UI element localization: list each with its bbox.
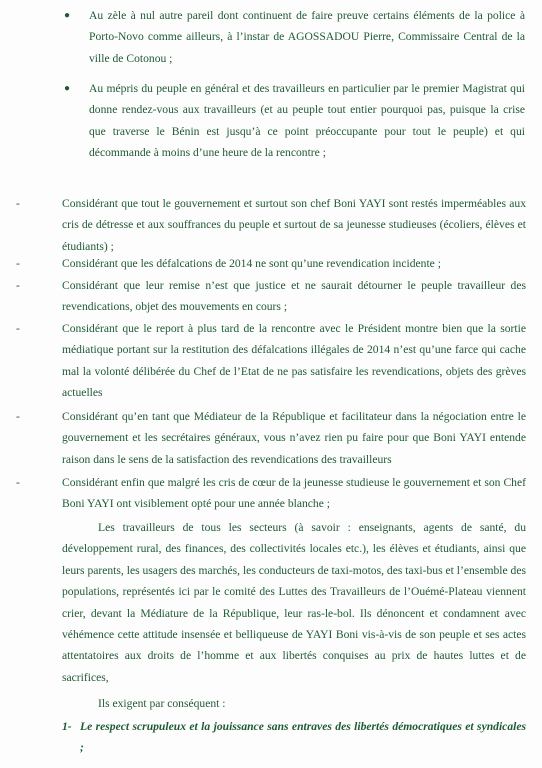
bullet-item-2: Au mépris du peuple en général et des travailleurs en particulier par le premier Magistrat qui donne rendez-vous aux travailleurs (et au peuple tout entier pourquoi pas, puisque la crise que traverse le Bénin est jusqu’à ce point préoccupante pour tout le peuple) et qui décommande à moins d’une heure de la rencontre ; (89, 82, 525, 160)
bullet-dot-icon: ● (64, 83, 71, 94)
dash-marker: - (16, 410, 20, 423)
demand-number: 1- (62, 720, 72, 733)
considerant-item-2: Considérant que les défalcations de 2014 ne sont qu’une revendication incidente ; (62, 257, 441, 270)
considerant-item-3: Considérant que leur remise n’est que justice et ne saurait détourner le peuple travailleur des revendications, objet des mouvements en cours ; (62, 279, 526, 314)
considerant-item-6: Considérant enfin que malgré les cris de cœur de la jeunesse studieuse le gouvernement et son Chef Boni YAYI ont visiblement opté pour une année blanche ; (62, 476, 526, 511)
considerant-item-1: Considérant que tout le gouvernement et surtout son chef Boni YAYI sont restés imperméables aux cris de détresse et aux souffrances du peuple et surtout de sa jeunesse studieuses (écoliers, élèves et étudiants) ; (62, 197, 526, 253)
considerant-item-5: Considérant qu’en tant que Médiateur de la République et facilitateur dans la négociation entre le gouvernement et les secrétaires généraux, vous n’avez rien pu faire pour que Boni YAYI entende raison dans le sens de la satisfaction des revendications des travailleurs (62, 410, 526, 466)
dash-marker: - (16, 476, 20, 489)
dash-marker: - (16, 257, 20, 270)
main-paragraph: Les travailleurs de tous les secteurs (à savoir : enseignants, agents de santé, du développement rural, des finances, des collectivités locales etc.), les élèves et étudiants, ainsi que leurs parents, les usagers des marchés, les conducteurs de taxi-motos, des taxi-bus et l’ensemble des populations, représentés ici par le comité des Luttes des Travailleurs de l’Ouémé-Plateau viennent crier, devant la Médiature de la République, leur ras-le-bol. Ils dénoncent et condamnent avec véhémence cette attitude insensée et belliqueuse de YAYI Boni vis-à-vis de son peuple et ses actes attentatoires aux droits de l’homme et aux libertés conquises au prix de hautes luttes et de sacrifices, (62, 521, 526, 684)
exigent-heading: Ils exigent par conséquent : (98, 697, 226, 710)
considerant-item-4: Considérant que le report à plus tard de la rencontre avec le Président montre bien que la sortie médiatique portant sur la restitution des défalcations illégales de 2014 n’est qu’une farce qui cache mal la volonté délibérée du Chef de l’Etat de ne pas satisfaire les revendications, objets des grèves actuelles (62, 322, 526, 400)
bullet-dot-icon: ● (64, 10, 71, 21)
demand-item-1: Le respect scrupuleux et la jouissance sans entraves des libertés démocratiques et syndicales ; (80, 720, 526, 755)
dash-marker: - (16, 322, 20, 335)
bullet-item-1: Au zèle à nul autre pareil dont continuent de faire preuve certains éléments de la police à Porto-Novo comme ailleurs, à l’instar de AGOSSADOU Pierre, Commissaire Central de la ville de Cotonou ; (89, 9, 525, 65)
dash-marker: - (16, 197, 20, 210)
dash-marker: - (16, 279, 20, 292)
